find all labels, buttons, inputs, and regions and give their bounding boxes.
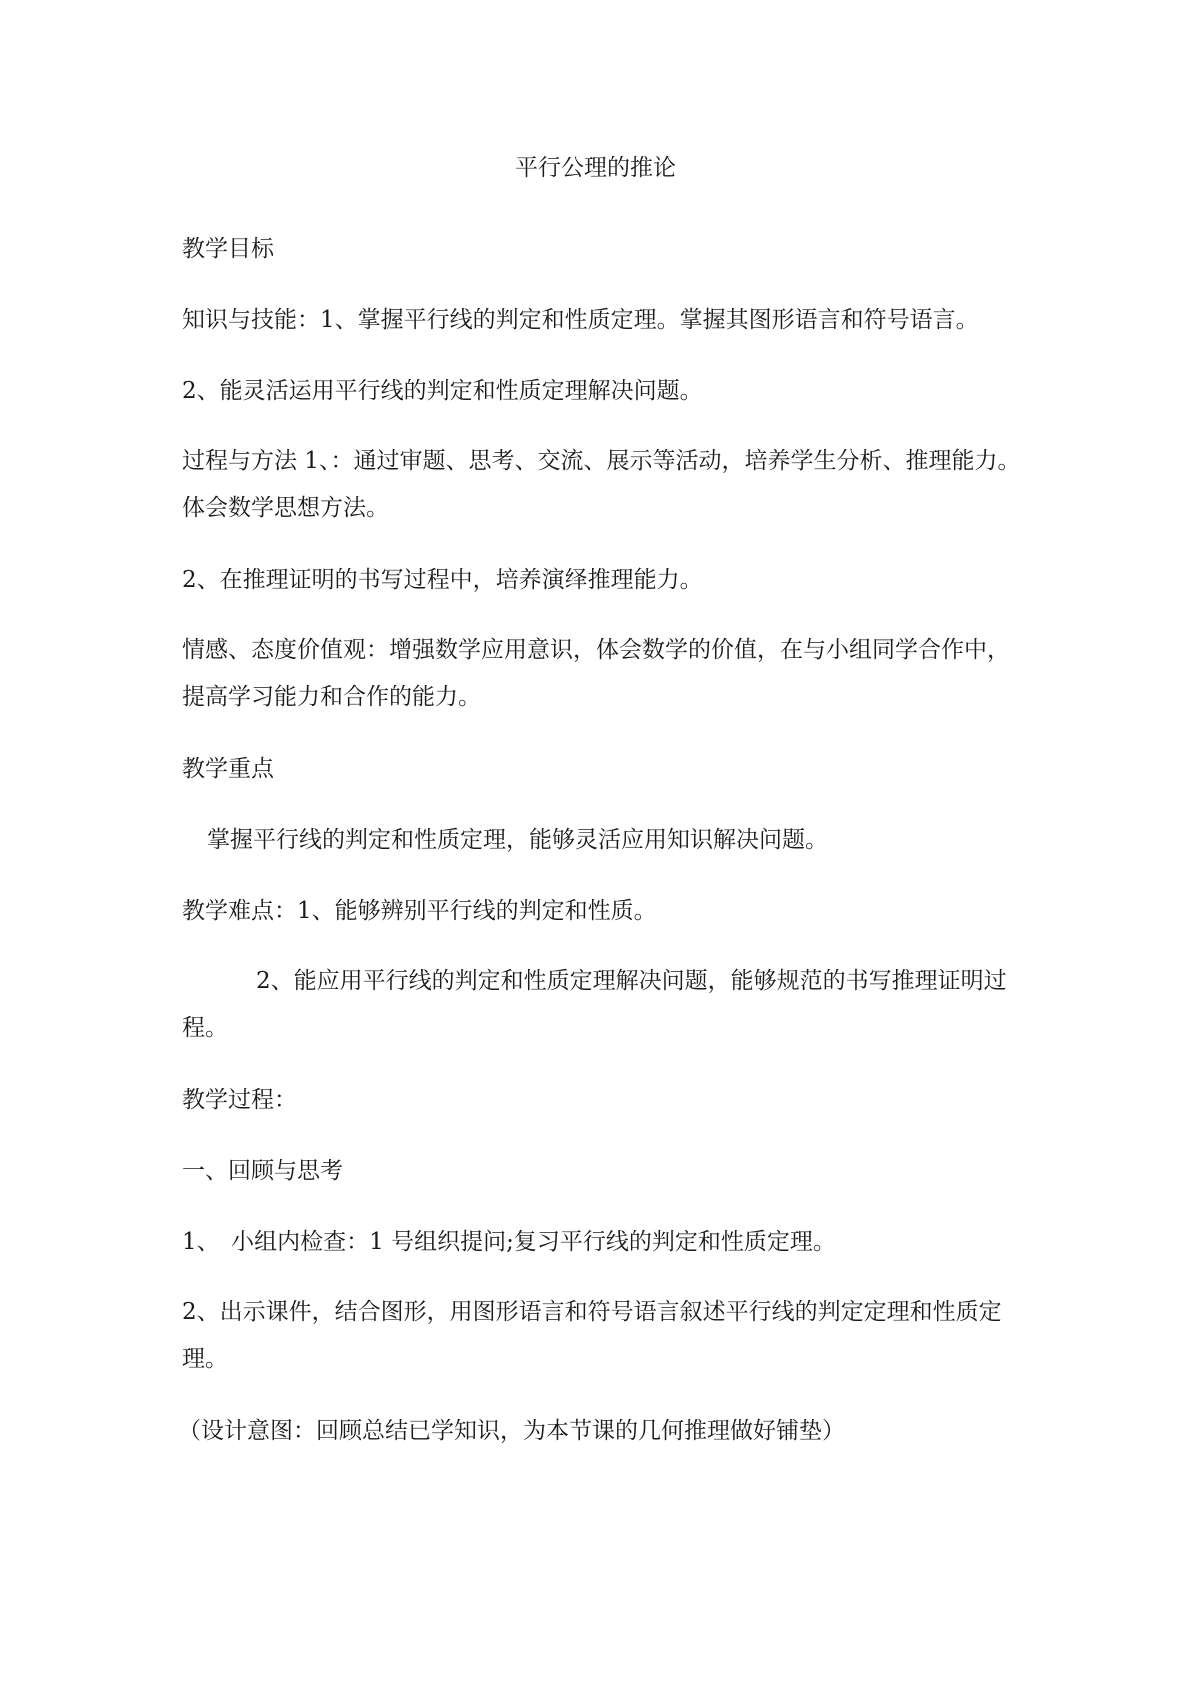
paragraph-difficulties-2: 2、能应用平行线的判定和性质定理解决问题，能够规范的书写推理证明过程。 xyxy=(182,968,1007,1041)
paragraph-design-intent: （设计意图：回顾总结已学知识，为本节课的几何推理做好铺垫） xyxy=(178,1418,845,1444)
paragraph-key-points: 掌握平行线的判定和性质定理，能够灵活应用知识解决问题。 xyxy=(207,827,828,853)
paragraph-process-methods: 过程与方法 1、：通过审题、思考、交流、展示等活动，培养学生分析、推理能力。体会数学思想方法。 xyxy=(182,448,1021,521)
document-title: 平行公理的推论 xyxy=(515,155,676,181)
paragraph-process-2: 2、在推理证明的书写过程中，培养演绎推理能力。 xyxy=(182,567,703,593)
paragraph-emotion-attitude: 情感、态度价值观：增强数学应用意识，体会数学的价值，在与小组同学合作中，提高学习能力和合作的能力。 xyxy=(182,637,1010,710)
paragraph-goal-2: 2、能灵活运用平行线的判定和性质定理解决问题。 xyxy=(182,378,703,404)
heading-key-points: 教学重点 xyxy=(182,756,274,782)
heading-teaching-process: 教学过程： xyxy=(182,1087,297,1113)
paragraph-knowledge-skills: 知识与技能：1、掌握平行线的判定和性质定理。掌握其图形语言和符号语言。 xyxy=(182,307,979,333)
paragraph-difficulties: 教学难点：1、能够辨别平行线的判定和性质。 xyxy=(182,898,657,924)
list-item-2: 2、出示课件，结合图形，用图形语言和符号语言叙述平行线的判定定理和性质定理。 xyxy=(182,1299,1002,1372)
list-item-1: 1、 小组内检查：1 号组织提问;复习平行线的判定和性质定理。 xyxy=(182,1229,836,1255)
heading-teaching-goals: 教学目标 xyxy=(182,236,274,262)
heading-review-think: 一、回顾与思考 xyxy=(182,1158,343,1184)
